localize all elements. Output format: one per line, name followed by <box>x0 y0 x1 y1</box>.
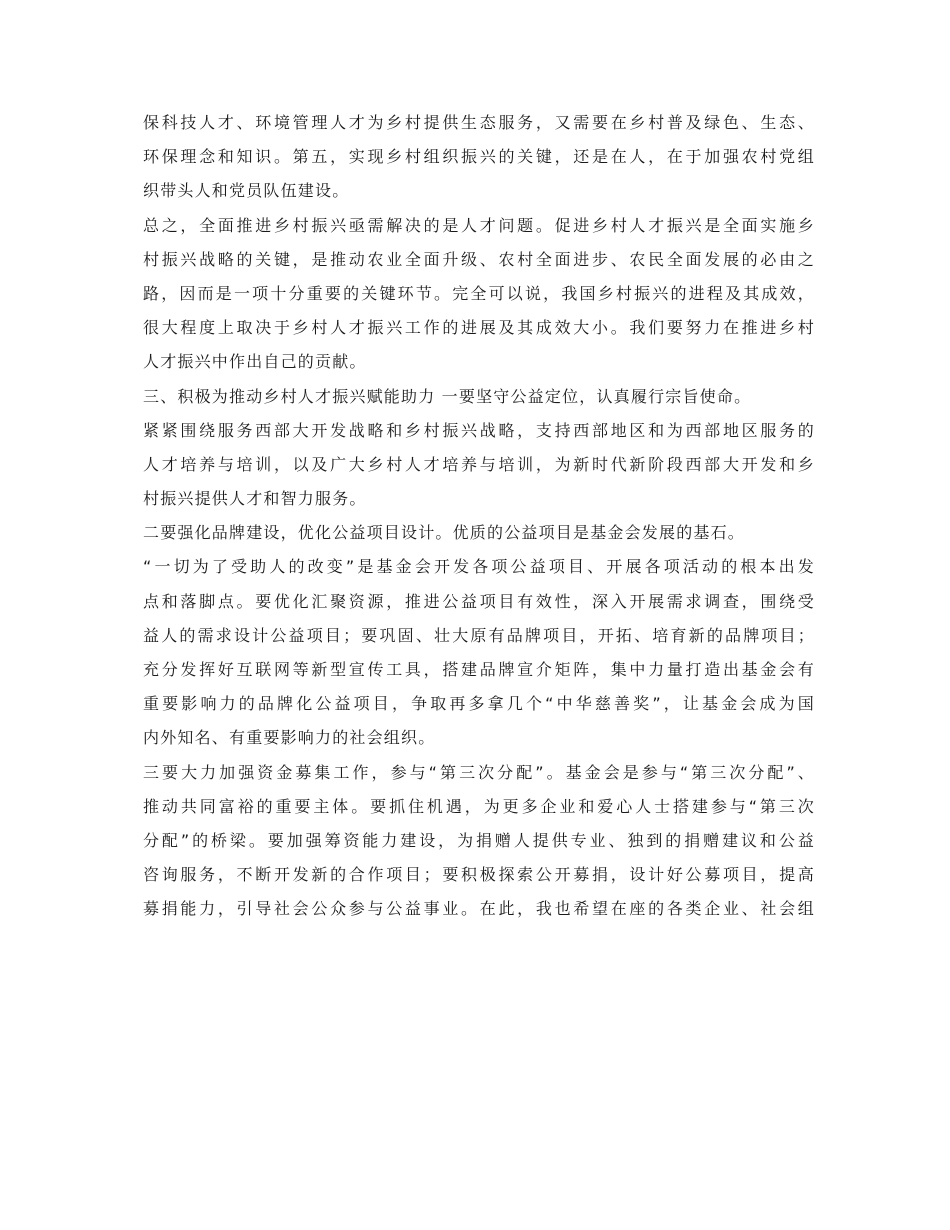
body-text <box>143 106 815 927</box>
text-line: 咨询服务，不断开发新的合作项目；要积极探索公开募捐，设计好公募项目，提高 <box>143 865 815 885</box>
text-line: 三要大力加强资金募集工作，参与“第三次分配”。基金会是参与“第三次分配”、 <box>143 762 815 782</box>
text-line: 村振兴提供人才和智力服务。 <box>143 489 367 509</box>
text-line: 村振兴战略的关键，是推动农业全面升级、农村全面进步、农民全面发展的必由之 <box>143 249 815 269</box>
text-line: 重要影响力的品牌化公益项目，争取再多拿几个“中华慈善奖”，让基金会成为国 <box>143 694 815 714</box>
text-line: 保科技人才、环境管理人才为乡村提供生态服务，又需要在乡村普及绿色、生态、 <box>143 113 815 132</box>
text-line: 路，因而是一项十分重要的关键环节。完全可以说，我国乡村振兴的进程及其成效， <box>143 283 815 303</box>
text-line: 二要强化品牌建设，优化公益项目设计。优质的公益项目是基金会发展的基石。 <box>143 523 746 543</box>
text-line: 织带头人和党员队伍建设。 <box>143 181 350 201</box>
text-line: 推动共同富裕的重要主体。要抓住机遇，为更多企业和爱心人士搭建参与“第三次 <box>143 796 815 816</box>
text-line: 三、积极为推动乡村人才振兴赋能助力 一要坚守公益定位，认真履行宗旨使命。 <box>143 386 752 406</box>
text-line: 很大程度上取决于乡村人才振兴工作的进展及其成效大小。我们要努力在推进乡村 <box>143 318 815 338</box>
text-line: 点和落脚点。要优化汇聚资源，推进公益项目有效性，深入开展需求调查，围绕受 <box>143 591 815 611</box>
text-line: “一切为了受助人的改变”是基金会开发各项公益项目、开展各项活动的根本出发 <box>143 557 815 577</box>
text-line: 内外知名、有重要影响力的社会组织。 <box>143 728 436 748</box>
text-line: 环保理念和知识。第五，实现乡村组织振兴的关键，还是在人，在于加强农村党组 <box>143 147 815 167</box>
text-line: 紧紧围绕服务西部大开发战略和乡村振兴战略，支持西部地区和为西部地区服务的 <box>143 420 815 440</box>
text-line: 人才振兴中作出自己的贡献。 <box>143 352 367 372</box>
text-line: 人才培养与培训，以及广大乡村人才培养与培训，为新时代新阶段西部大开发和乡 <box>143 454 815 474</box>
text-line: 充分发挥好互联网等新型宣传工具，搭建品牌宣介矩阵，集中力量打造出基金会有 <box>143 660 815 679</box>
text-line: 益人的需求设计公益项目；要巩固、壮大原有品牌项目，开拓、培育新的品牌项目； <box>143 625 815 645</box>
text-line: 总之，全面推进乡村振兴亟需解决的是人才问题。促进乡村人才振兴是全面实施乡 <box>143 215 815 235</box>
text-line: 分配”的桥梁。要加强筹资能力建设，为捐赠人提供专业、独到的捐赠建议和公益 <box>143 830 815 850</box>
text-line: 募捐能力，引导社会公众参与公益事业。在此，我也希望在座的各类企业、社会组 <box>143 899 815 919</box>
